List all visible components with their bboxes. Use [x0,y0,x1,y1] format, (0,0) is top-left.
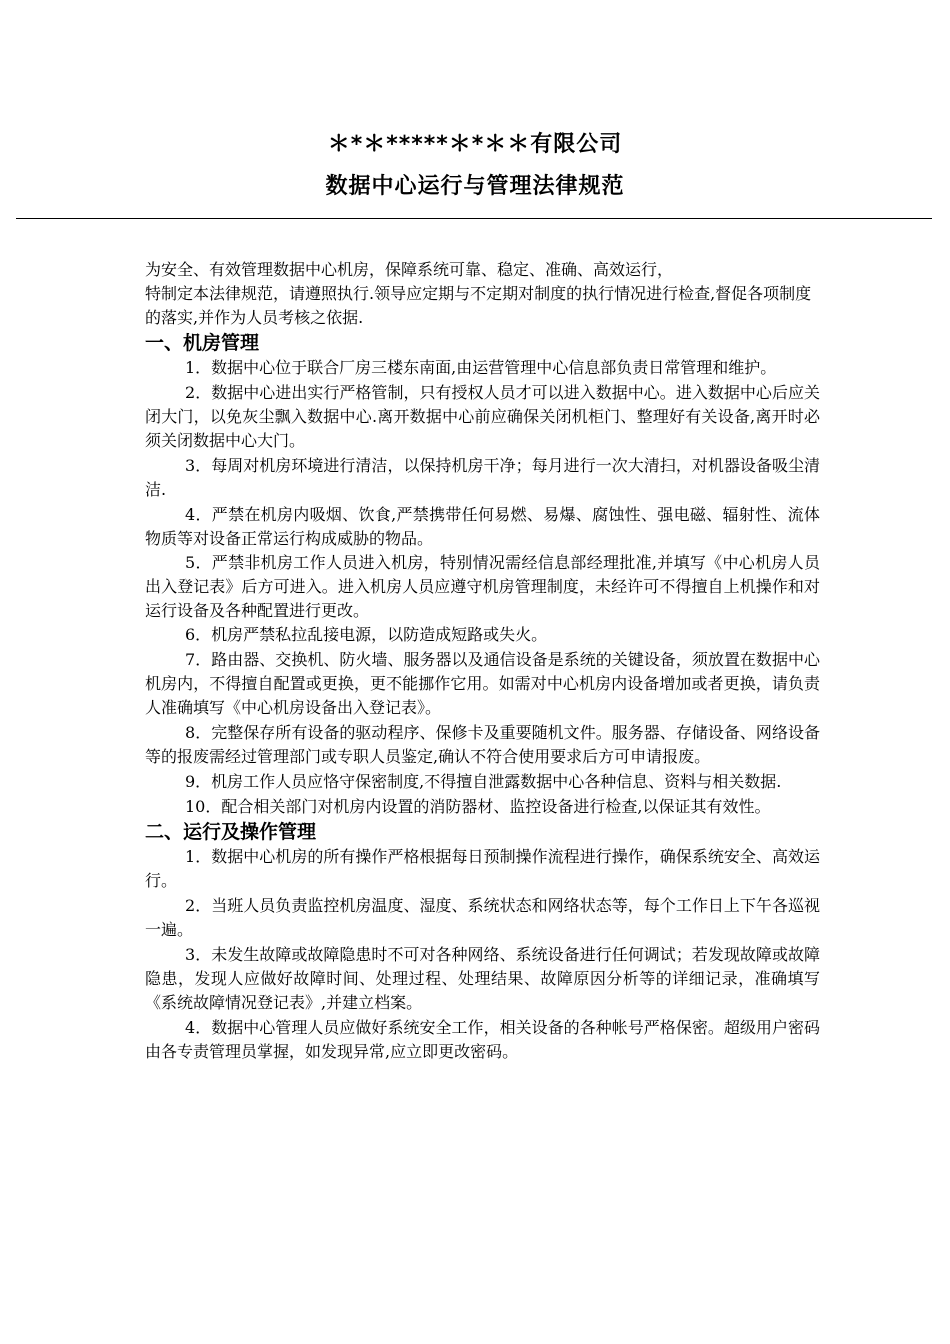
list-item: 3．每周对机房环境进行清洁，以保持机房干净；每月进行一次大清扫，对机器设备吸尘清洁. [145,456,820,499]
list-item: 5．严禁非机房工作人员进入机房，特别情况需经信息部经理批准,并填写《中心机房人员出入登记表》后方可进入。进入机房人员应遵守机房管理制度，未经许可不得擅自上机操作和对运行设备及各种配置进行更改。 [145,553,820,620]
list-item: 4．数据中心管理人员应做好系统安全工作，相关设备的各种帐号严格保密。超级用户密码由各专责管理员掌握，如发现异常,应立即更改密码。 [145,1018,820,1061]
document-header [0,128,950,204]
section-heading-operation-management: 二、运行及操作管理 [145,821,317,843]
document-body [145,258,820,1064]
list-item: 8．完整保存所有设备的驱动程序、保修卡及重要随机文件。服务器、存储设备、网络设备等的报废需经过管理部门或专职人员鉴定,确认不符合使用要求后方可申请报废。 [145,723,820,766]
document-title: 数据中心运行与管理法律规范 [325,174,625,199]
intro-line-1: 为安全、有效管理数据中心机房，保障系统可靠、稳定、准确、高效运行， [145,260,674,279]
list-item: 2．当班人员负责监控机房温度、湿度、系统状态和网络状态等，每个工作日上下午各巡视一遍。 [145,896,820,939]
intro-paragraph [145,258,820,330]
list-item: 3．未发生故障或故障隐患时不可对各种网络、系统设备进行任何调试；若发现故障或故障隐患，发现人应做好故障时间、处理过程、处理结果、故障原因分析等的详细记录，准确填写《系统故障情况登记表》,并建立档案。 [145,945,820,1012]
list-item: 9．机房工作人员应恪守保密制度,不得擅自泄露数据中心各种信息、资料与相关数据. [185,772,782,791]
list-item: 1．数据中心机房的所有操作严格根据每日预制操作流程进行操作，确保系统安全、高效运行。 [145,847,820,890]
header-divider [16,218,932,219]
list-item: 10．配合相关部门对机房内设置的消防器材、监控设备进行检查,以保证其有效性。 [185,797,771,816]
list-item: 7．路由器、交换机、防火墙、服务器以及通信设备是系统的关键设备，须放置在数据中心机房内，不得擅自配置或更换，更不能挪作它用。如需对中心机房内设备增加或者更换，请负责人准确填写《中心机房设备出入登记表》。 [145,650,820,717]
section-heading-room-management: 一、机房管理 [145,332,260,354]
list-item: 4．严禁在机房内吸烟、饮食,严禁携带任何易燃、易爆、腐蚀性、强电磁、辐射性、流体物质等对设备正常运行构成威胁的物品。 [145,505,820,548]
list-item: 6．机房严禁私拉乱接电源，以防造成短路或失火。 [185,625,548,644]
intro-line-2: 特制定本法律规范，请遵照执行.领导应定期与不定期对制度的执行情况进行检查,督促各项制度的落实,并作为人员考核之依据. [145,284,812,327]
list-item: 1．数据中心位于联合厂房三楼东南面,由运营管理中心信息部负责日常管理和维护。 [185,358,777,377]
company-name: ＊*＊*****＊*＊＊有限公司 [327,132,623,157]
list-item: 2．数据中心进出实行严格管制，只有授权人员才可以进入数据中心。进入数据中心后应关闭大门，以免灰尘飘入数据中心.离开数据中心前应确保关闭机柜门、整理好有关设备,离开时必须关闭数据中心大门。 [145,383,820,450]
